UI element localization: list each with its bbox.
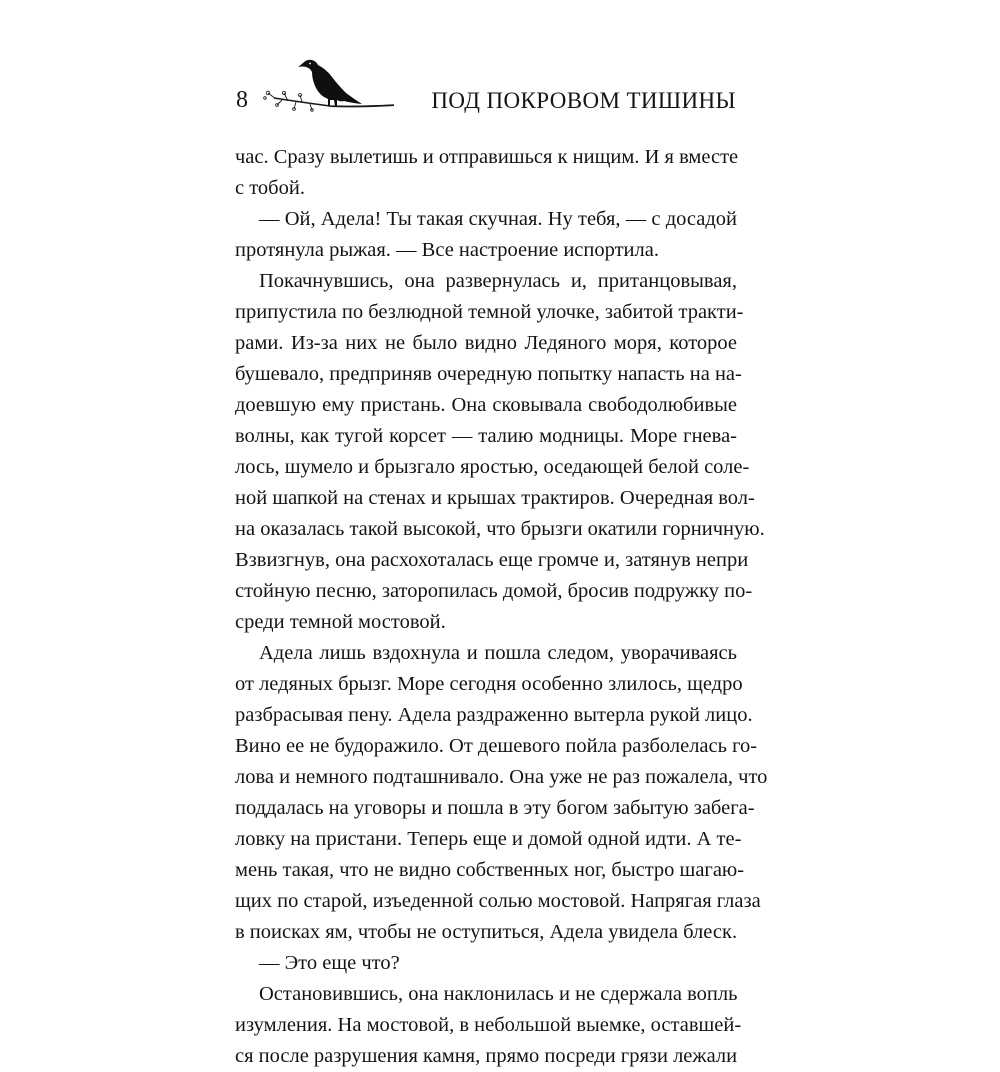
text-line: ловку на пристани. Теперь еще и домой одной идти. А те-: [235, 828, 742, 850]
text-line: от ледяных брызг. Море сегодня особенно злилось, щедро: [235, 673, 743, 695]
text-line: на оказалась такой высокой, что брызги окатили горничную.: [235, 518, 765, 540]
text-line: среди темной мостовой.: [235, 611, 446, 633]
text-line: лось, шумело и брызгало яростью, оседающей белой соле-: [235, 456, 750, 478]
text-line: припустила по безлюдной темной улочке, забитой тракти-: [235, 301, 744, 323]
text-line: Адела лишь вздохнула и пошла следом, уворачиваясь: [259, 642, 737, 664]
text-line: в поисках ям, чтобы не оступиться, Адела увидела блеск.: [235, 921, 738, 943]
text-line: Покачнувшись, она развернулась и, пританцовывая,: [259, 270, 737, 292]
text-line: с тобой.: [235, 177, 305, 199]
text-line: — Это еще что?: [259, 952, 400, 974]
text-line: Вино ее не будоражило. От дешевого пойла разболелась го-: [235, 735, 758, 757]
text-line: ной шапкой на стенах и крышах трактиров. Очередная вол-: [235, 487, 755, 509]
text-line: изумления. На мостовой, в небольшой выемке, оставшей-: [235, 1014, 742, 1036]
text-line: Остановившись, она наклонилась и не сдержала вопль: [259, 983, 738, 1005]
text-line: волны, как тугой корсет — талию модницы. Море гнева-: [235, 425, 737, 447]
book-title: ПОД ПОКРОВОМ ТИШИНЫ: [431, 88, 736, 113]
text-line: ся после разрушения камня, прямо посреди грязи лежали: [235, 1045, 738, 1067]
text-line: Взвизгнув, она расхохоталась еще громче и, затянув непри: [235, 549, 749, 571]
text-line: щих по старой, изъеденной солью мостовой. Напрягая глаза: [235, 890, 761, 912]
text-line: стойную песню, заторопилась домой, бросив подружку по-: [235, 580, 753, 602]
text-line: час. Сразу вылетишь и отправишься к нищим. И я вместе: [235, 146, 739, 168]
text-line: мень такая, что не видно собственных ног, быстро шагаю-: [235, 859, 745, 881]
page-number: 8: [236, 87, 248, 113]
text-line: бушевало, предприняв очередную попытку напасть на на-: [235, 363, 742, 385]
running-head: [236, 52, 736, 122]
raven-on-branch-icon: [260, 52, 400, 122]
text-line: рами. Из-за них не было видно Ледяного моря, которое: [235, 332, 737, 354]
text-line: — Ой, Адела! Ты такая скучная. Ну тебя, — с досадой: [259, 208, 737, 230]
text-line: доевшую ему пристань. Она сковывала свободолюбивые: [235, 394, 737, 416]
text-line: протянула рыжая. — Все настроение испортила.: [235, 239, 659, 261]
text-line: поддалась на уговоры и пошла в эту богом забытую забега-: [235, 797, 755, 819]
text-line: разбрасывая пену. Адела раздраженно вытерла рукой лицо.: [235, 704, 753, 726]
body-text: [235, 142, 768, 1072]
text-line: лова и немного подташнивало. Она уже не раз пожалела, что: [235, 766, 768, 788]
